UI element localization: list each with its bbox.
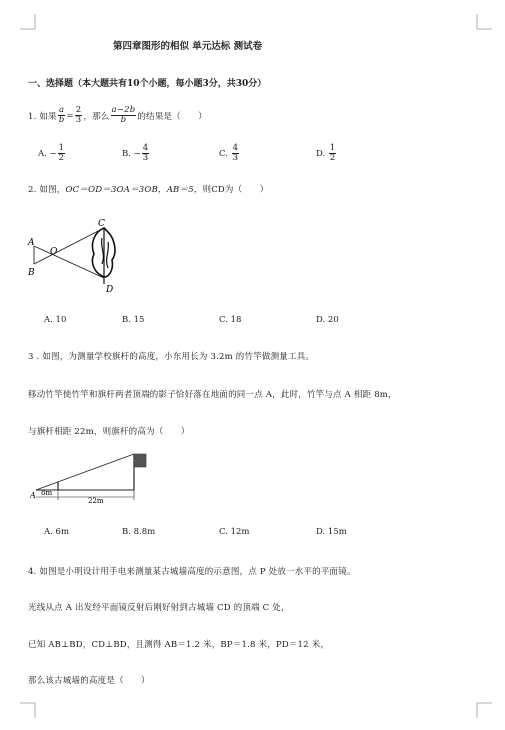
label-a: A [30, 491, 36, 500]
label-o: O [50, 247, 58, 257]
q3-line-2: 移动竹竿使竹竿和旗杆两者顶端的影子恰好落在地面的同一点 A，此时，竹竿与点 A 相距 8m， [28, 390, 397, 400]
q4-line-1: 4. 如图是小明设计用手电来测量某古城墙高度的示意图，点 P 处放一水平的平面镜。 [28, 567, 356, 577]
q2-option-a[interactable]: A. 10 [44, 315, 67, 325]
label-a: A [28, 238, 35, 248]
q2-option-d[interactable]: D. 20 [316, 315, 339, 325]
q3-option-c[interactable]: C. 12m [219, 527, 250, 537]
q2-figure [24, 214, 124, 296]
label-c: C [98, 219, 105, 229]
q3-option-d[interactable]: D. 15m [316, 527, 347, 537]
q1-cond-value-fraction: $\frac{2}{3}$ [75, 105, 82, 125]
q1-cond-fraction: $\frac{a}{b}$ [58, 105, 65, 125]
section-heading: 一、选择题（本大题共有10个小题，每小题3分，共30分） [28, 79, 267, 89]
q1-option-b[interactable]: B. − $\frac{4}{3}$ [122, 143, 149, 163]
crop-mark-bottom-right [476, 702, 492, 718]
question-1 [28, 106, 207, 125]
label-b: B [28, 268, 35, 278]
crop-mark-top-left [20, 14, 36, 30]
label-d: D [106, 285, 114, 295]
q1-option-d[interactable]: D. $\frac{1}{2}$ [316, 143, 336, 163]
crop-mark-top-right [476, 14, 492, 30]
q2-option-c[interactable]: C. 18 [219, 315, 242, 325]
q3-line-1: 3 . 如图，为测量学校旗杆的高度，小东用长为 3.2m 的竹竿做测量工具。 [28, 352, 315, 362]
q4-line-4: 那么该古城墙的高度是（ ） [28, 676, 150, 686]
label-8m: 8m [41, 489, 53, 497]
crop-mark-bottom-left [20, 702, 36, 718]
q4-line-3: 已知 AB⊥BD，CD⊥BD，且测得 AB＝1.2 米，BP＝1.8 米，PD＝12 米， [28, 640, 330, 650]
q3-line-3: 与旗杆相距 22m，则旗杆的高为（ ） [28, 427, 190, 437]
q1-suffix: 的结果是（ ） [137, 111, 207, 122]
shadow-ray [36, 454, 134, 490]
question-2: 2. 如图，OC＝OD＝3OA＝3OB，AB＝5，则CD为（ ） [28, 185, 269, 195]
q3-figure [30, 450, 154, 506]
q1-option-a[interactable]: A. − $\frac{1}{2}$ [38, 143, 65, 163]
q3-option-a[interactable]: A. 6m [44, 527, 70, 537]
page-title: 第四章图形的相似 单元达标 测试卷 [113, 41, 263, 52]
q1-expr-fraction: $\frac{a-2b}{b}$ [111, 105, 136, 125]
q2-condition: OC＝OD＝3OA＝3OB，AB＝5， [65, 185, 203, 195]
q3-option-b[interactable]: B. 8.8m [122, 527, 156, 537]
flag-icon [134, 454, 146, 467]
q2-option-b[interactable]: B. 15 [122, 315, 145, 325]
q1-prefix: 1. 如果 [28, 111, 57, 122]
q1-option-c[interactable]: C. $\frac{4}{3}$ [219, 143, 239, 163]
label-22m: 22m [88, 497, 104, 505]
q1-equals: = [66, 110, 74, 121]
q1-mid: ，那么 [83, 111, 110, 122]
q4-line-2: 光线从点 A 出发经平面镜反射后刚好射到古城墙 CD 的顶端 C 处， [28, 603, 290, 613]
